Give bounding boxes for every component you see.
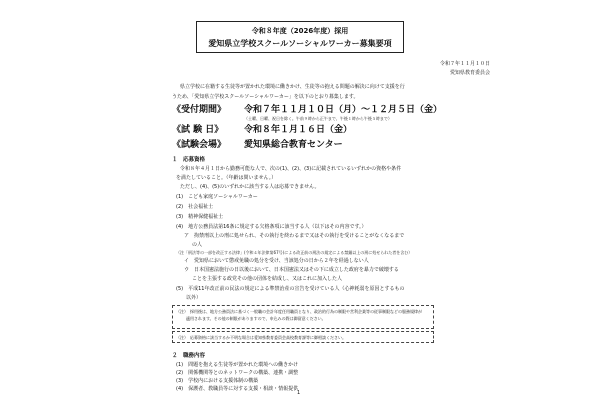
sub-note: （注「刑法等の一部を改正する法律」(令和４年法律第67号)による改正前の刑法の規定による禁錮以上の刑に処せられた者を含む） xyxy=(176,250,413,255)
list-item: (5) 平成11年改正前の民法の規定による準禁治産の宣告を受けている人（心神耗弱を原因とするもの xyxy=(176,286,405,292)
reception-period-value: 令和７年１１月１０日（月）～１２月５日（金） xyxy=(244,105,443,115)
intro-line: うため、「愛知県立学校スクールソーシャルワーカー」を以下のとおり募集します。 xyxy=(172,94,359,100)
issuing-office: 愛知県教育委員会 xyxy=(449,70,490,76)
sub-list-item: ウ 日本国憲法施行の日以後において、日本国憲法又はその下に成立した政府を暴力で破壊する xyxy=(184,267,399,273)
list-item: (3) 精神保健福祉士 xyxy=(176,214,224,220)
intro-paragraph xyxy=(172,82,434,102)
list-item: (4) 保護者、教職員等に対する支援・相談・情報提供 xyxy=(176,386,299,392)
exam-venue xyxy=(172,139,343,151)
exam-date xyxy=(172,124,352,136)
note-box xyxy=(172,331,434,343)
issuer-block xyxy=(440,60,490,78)
exam-venue-value: 愛知県総合教育センター xyxy=(244,140,343,150)
note-box xyxy=(172,305,434,329)
list-item: 以外） xyxy=(186,295,202,301)
sub-list-item: ことを主張する政党その他の団体を結成し、又はこれに加入した人 xyxy=(192,276,343,282)
list-item: (1) こども家庭ソーシャルワーカー xyxy=(176,194,258,200)
reception-period xyxy=(172,104,442,116)
note-line: （注） 応募資格に該当するか不明な場合は愛知県教育委員会高校教育課等に御相談ください。 xyxy=(176,335,346,340)
exam-date-value: 令和８年１月１６日（金） xyxy=(244,125,353,135)
issue-date: 令和７年１１月１０日 xyxy=(439,61,490,67)
exam-venue-label: 《試験会場》 xyxy=(172,140,227,150)
title-box xyxy=(196,21,404,53)
list-item: (2) 関係機関等とのネットワークの構築、連携・調整 xyxy=(176,370,299,376)
section-heading: ２ 職務内容 xyxy=(172,353,206,359)
reception-hours-note: （土曜、日曜、祝日を除く。午前９時から正午まで、午後１時から午後５時まで） xyxy=(244,116,392,121)
list-item: (1) 問題を抱える生徒等が置かれた環境への働きかけ xyxy=(176,362,299,368)
document-title: 愛知県立学校スクールソーシャルワーカー募集要項 xyxy=(208,39,392,48)
intro-line: 県立学校に在籍する生徒等が置かれた環境に働きかけ、生徒等の抱える問題の解決に向けて支援を行 xyxy=(180,84,405,90)
body-line: 令和８年４月１日から勤務可能な人で、次の(1)、(2)、(3)に記載されているいずれかの資格や条件 xyxy=(180,166,402,172)
section-heading: １ 応募資格 xyxy=(172,157,206,163)
sub-list-item: ア 拘禁刑以上の刑に処せられ、その執行を終わるまで又はその執行を受けることがなくなるまで xyxy=(184,233,405,239)
exam-date-label: 《試 験 日》 xyxy=(172,125,224,135)
note-line: （注） 採用後は、地方公務員法に基づく一般職の会計年度任用職員となり、政治的行為の制限や営利企業等の従事制限などの服務規律が xyxy=(176,309,422,314)
body-line: を満たしていること。（年齢は問いません。） xyxy=(176,175,277,181)
list-item: (4) 地方公務員法第16条に規定する欠格条項に該当する人（以下はその内容です。） xyxy=(176,224,367,230)
sub-list-item: イ 愛知県において懲戒免職の処分を受け、当該処分の日から２年を経過しない人 xyxy=(184,258,369,264)
body-line: ただし、(4)、(5)のいずれかに該当する人は応募できません。 xyxy=(180,184,320,190)
list-item: (3) 学校内における支援体制の構築 xyxy=(176,378,259,384)
list-item: (2) 社会福祉士 xyxy=(176,204,214,210)
recruitment-year: 令和８年度（2026年度）採用 xyxy=(251,27,349,35)
page-number: 1 xyxy=(297,390,301,396)
note-line: 適用されます。その他の制限がありますので、申込みの際は御留意ください。 xyxy=(186,316,326,321)
reception-period-label: 《受付期間》 xyxy=(172,105,227,115)
sub-list-item: の人 xyxy=(192,242,203,248)
